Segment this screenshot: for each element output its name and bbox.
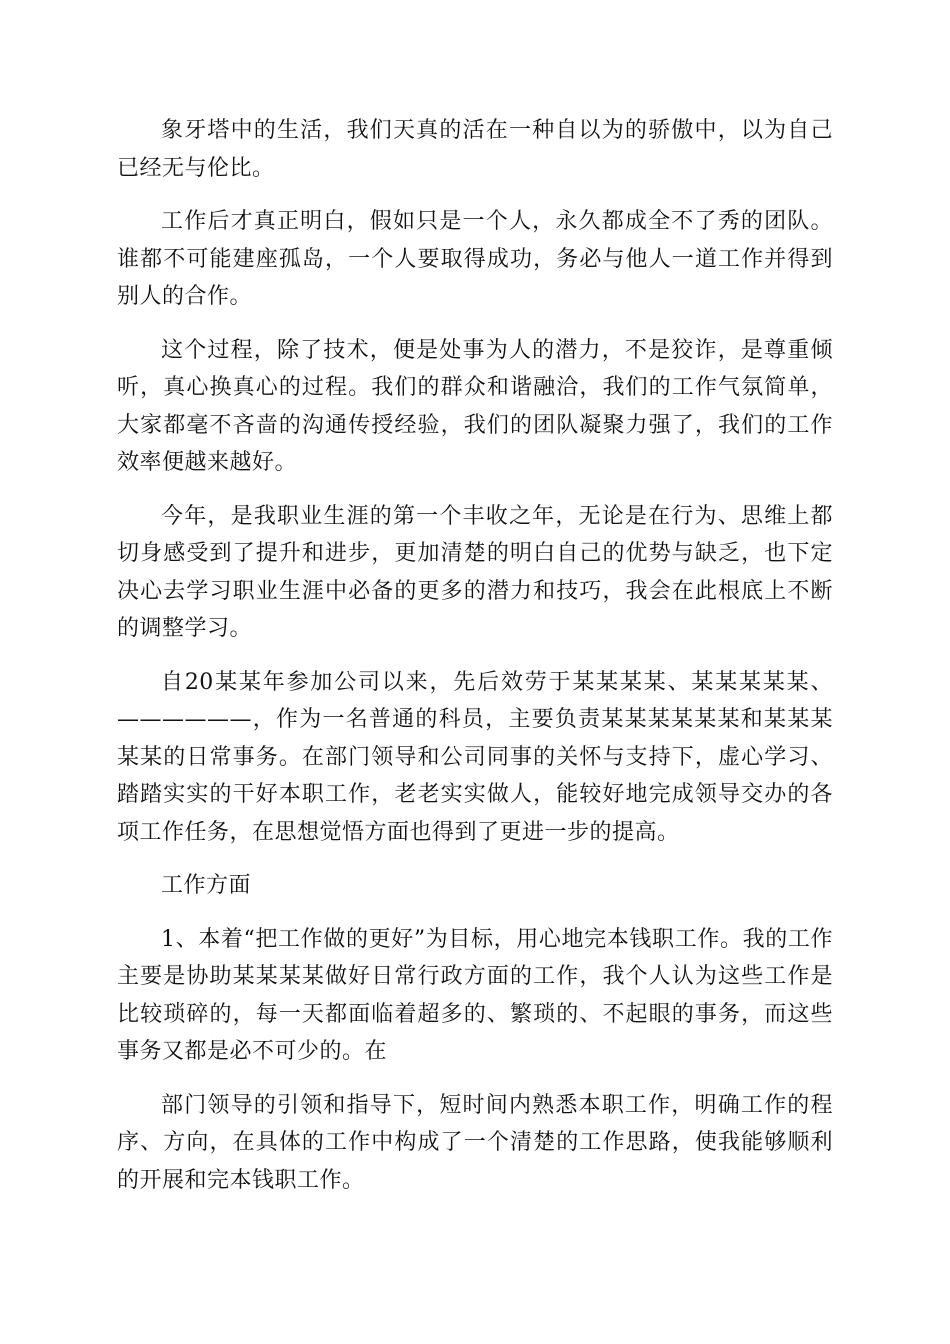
paragraph-ivory-tower: 象牙塔中的生活，我们天真的活在一种自以为的骄傲中，以为自己已经无与伦比。 (117, 118, 833, 181)
paragraph-department-guidance: 部门领导的引领和指导下，短时间内熟悉本职工作，明确工作的程序、方向，在具体的工作中构成了一个清楚的工作思路，使我能够顺利的开展和完本钱职工作。 (117, 1092, 833, 1193)
paragraph-harvest-year: 今年，是我职业生涯的第一个丰收之年，无论是在行为、思维上都切身感受到了提升和进步，更加清楚的明白自己的优势与缺乏，也下定决心去学习职业生涯中必备的更多的潜力和技巧，我会在此根底上不断的调整学习。 (117, 503, 833, 641)
paragraph-process: 这个过程，除了技术，便是处事为人的潜力，不是狡诈，是尊重倾听，真心换真心的过程。我们的群众和谐融洽，我们的工作气氛简单，大家都毫不吝啬的沟通传授经验，我们的团队凝聚力强了，我们的工作效率便越来越好。 (117, 337, 833, 475)
paragraph-work-item-1: 1、本着“把工作做的更好”为目标，用心地完本钱职工作。我的工作主要是协助某某某某做好日常行政方面的工作，我个人认为这些工作是比较琐碎的，每一天都面临着超多的、繁琐的、不起眼的事务，而这些事务又都是必不可少的。在 (117, 926, 833, 1064)
paragraph-teamwork: 工作后才真正明白，假如只是一个人，永久都成全不了秀的团队。谁都不可能建座孤岛，一个人要取得成功，务必与他人一道工作并得到别人的合作。 (117, 209, 833, 309)
section-heading-work: 工作方面 (161, 873, 252, 898)
document-body (117, 112, 833, 1215)
paragraph-company-service: 自20某某年参加公司以来，先后效劳于某某某某、某某某某某、——————，作为一名普通的科员，主要负责某某某某某某和某某某某某的日常事务。在部门领导和公司同事的关怀与支持下，虚心学习、踏踏实实的干好本职工作，老老实实做人，能较好地完成领导交办的各项工作任务，在思想觉悟方面也得到了更进一步的提高。 (117, 669, 833, 845)
